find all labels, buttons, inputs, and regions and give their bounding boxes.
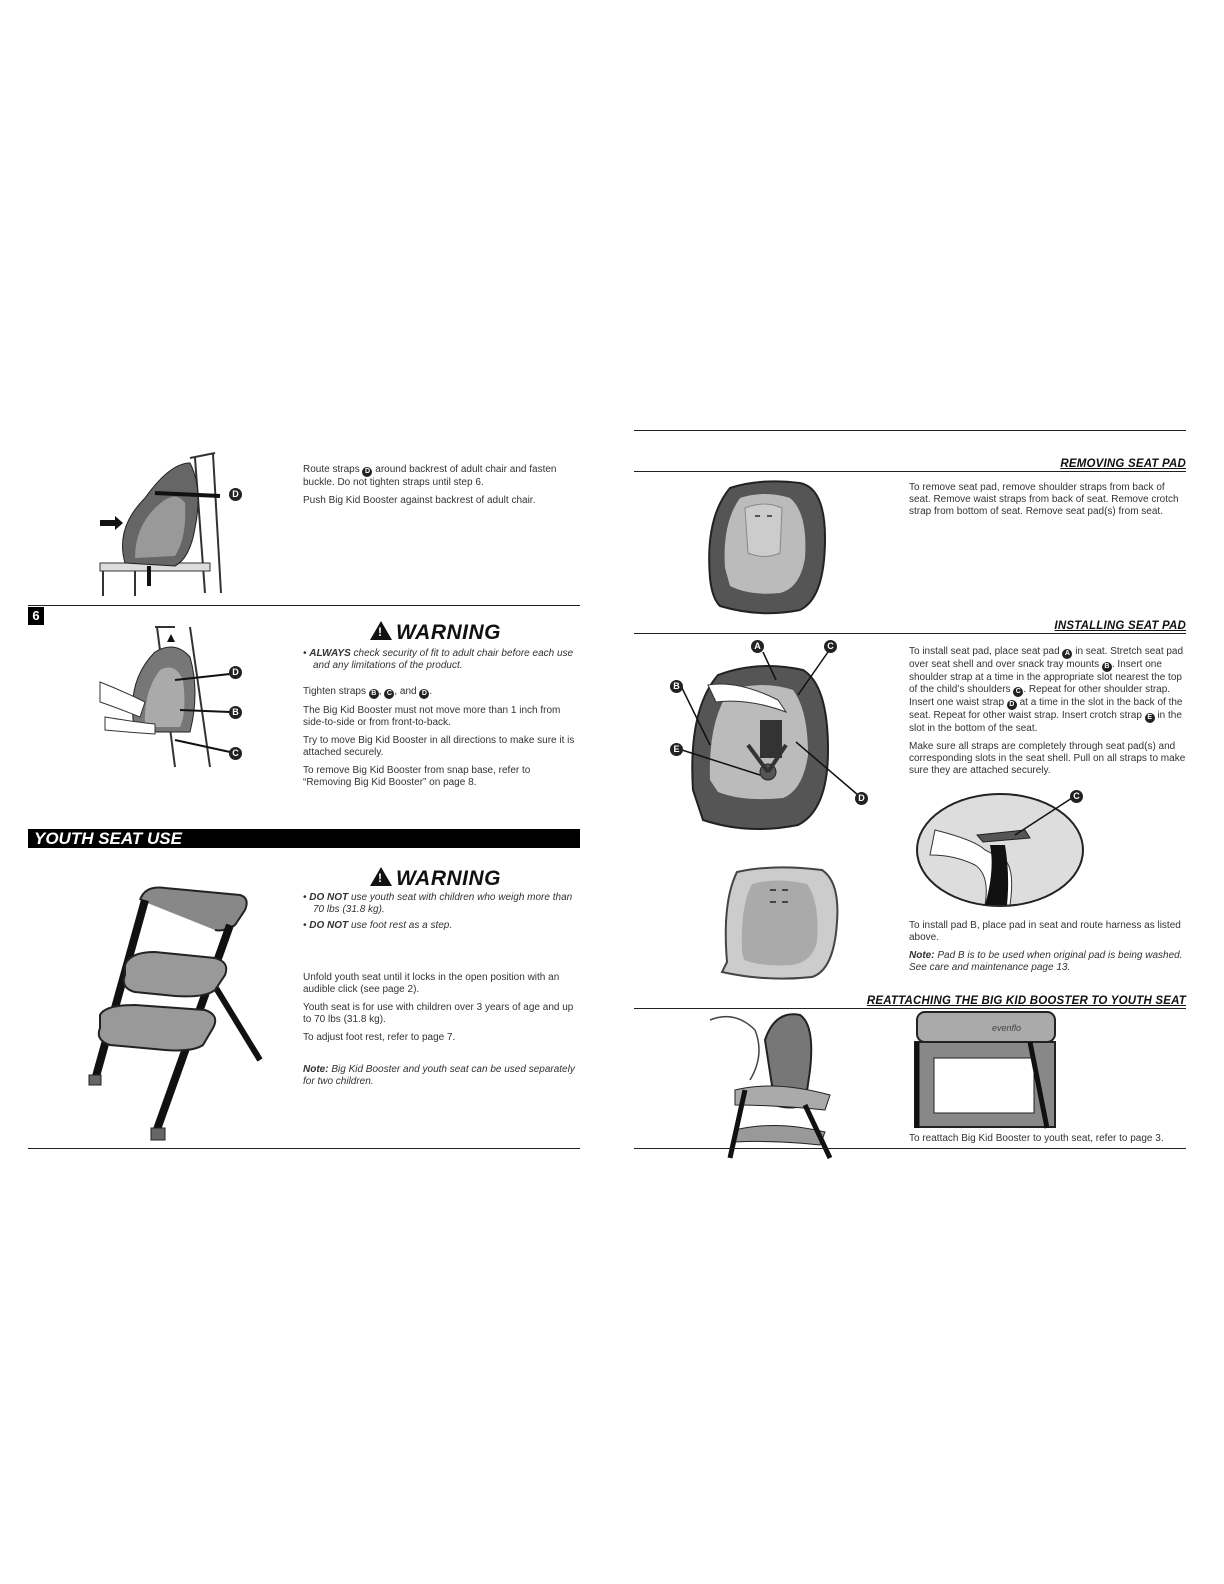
warning-triangle-icon <box>370 621 392 640</box>
callout-c: C <box>1070 790 1083 803</box>
try-text: Try to move Big Kid Booster in all directions to make sure it is attached securely. <box>303 735 575 758</box>
figure-reattach-2 <box>912 1010 1057 1130</box>
section-title-bar: YOUTH SEAT USE <box>28 829 580 848</box>
top-rule-right <box>634 430 1186 431</box>
pad-b-text: To install pad B, place pad in seat and route harness as listed above. Note: Pad B is to be used when original pad is being washed. See care and maintenance page 13. <box>909 920 1187 980</box>
warning-heading-2: !WARNING <box>370 866 501 891</box>
callout-b: B <box>229 706 242 719</box>
callout-d: D <box>229 666 242 679</box>
removing-rule <box>634 471 1186 472</box>
letter-d: D <box>419 689 429 699</box>
callout-c: C <box>824 640 837 653</box>
move-text: The Big Kid Booster must not move more than 1 inch from side-to-side or from front-to-back. <box>303 705 561 728</box>
installing-seat-pad-heading: INSTALLING SEAT PAD <box>1054 620 1186 632</box>
callout-e: E <box>670 743 683 756</box>
letter-c: C <box>1013 687 1023 697</box>
pad-b-note: Note: Pad B is to be used when original pad is being washed. See care and maintenance page 13. <box>909 950 1183 973</box>
letter-b: B <box>1102 662 1112 672</box>
youth-note: Note: Big Kid Booster and youth seat can be used separately for two children. <box>303 1064 575 1087</box>
letter-a: A <box>1062 649 1072 659</box>
pad-b-illustration <box>712 862 842 982</box>
callout-d: D <box>855 792 868 805</box>
reattach-illustration-1 <box>705 1010 840 1160</box>
removing-text: To remove seat pad, remove shoulder straps from back of seat. Remove waist straps from back of seat. Remove crotch strap from bottom of seat. Remove seat pad(s) from seat. <box>909 482 1179 517</box>
youth-seat-instructions <box>303 972 579 1050</box>
callout-a: A <box>751 640 764 653</box>
bottom-rule-left <box>28 1148 580 1149</box>
reattach-illustration-2 <box>912 1010 1057 1130</box>
warning-heading: !WARNING <box>370 620 501 645</box>
figure-reattach-1 <box>705 1010 840 1160</box>
unfold-text: Unfold youth seat until it locks in the open position with an audible click (see page 2). <box>303 972 560 995</box>
warning-triangle-icon <box>370 867 392 886</box>
reattaching-heading: REATTACHING THE BIG KID BOOSTER TO YOUTH SEAT <box>866 995 1186 1007</box>
adjust-text: To adjust foot rest, refer to page 7. <box>303 1032 456 1043</box>
warning-1-text: • ALWAYS check security of fit to adult chair before each use and any limitations of the product. <box>303 648 574 671</box>
tighten-text-block: Tighten straps B , C , and D . The Big Kid Booster must not move more than 1 inch from side-to-side or from front-to-back. Try to move Big Kid Booster in all directions to make sure it is attached securely. To remove Big Kid Booster from snap base, refer to “Removing Big Kid Booster” on page 8. <box>303 686 579 795</box>
push-text: Push Big Kid Booster against backrest of adult chair. <box>303 495 536 506</box>
step-number-badge: 6 <box>28 607 44 625</box>
reattach-text: To reattach Big Kid Booster to youth seat, refer to page 3. <box>909 1133 1164 1144</box>
installing-text: To install seat pad, place seat pad A in seat. Stretch seat pad over seat shell and over snack tray mounts B . Insert one shoulder strap at a time in the appropriate slot nearest the top of the child’s shoulders C . Repeat for other shoulder strap. Insert one waist strap D at a time in the slot in the back of the seat. Repeat for other waist strap. Insert crotch strap E in the slot in the bottom of the seat. Make sure all straps are completely through seat pad(s) and corresponding slots in the seat shell. Pull on all straps to make sure they are attached securely. <box>909 646 1186 776</box>
figure-youth-seat <box>85 880 265 1145</box>
figure-install-pad <box>668 640 878 840</box>
callout-c: C <box>229 747 242 760</box>
letter-d: D <box>1007 700 1017 710</box>
reattaching-rule <box>634 1008 1186 1009</box>
callout-b: B <box>670 680 683 693</box>
letter-b: B <box>369 689 379 699</box>
letter-c: C <box>384 689 394 699</box>
youth-text: Youth seat is for use with children over 3 years of age and up to 70 lbs (31.8 kg). <box>303 1002 574 1025</box>
figure-pad-b <box>712 862 842 982</box>
remove-text: To remove Big Kid Booster from snap base, refer to “Removing Big Kid Booster” on page 8. <box>303 765 531 788</box>
removing-seat-pad-heading: REMOVING SEAT PAD <box>1060 458 1186 470</box>
tighten-straps-illustration <box>95 622 245 772</box>
make-sure-text: Make sure all straps are completely through seat pad(s) and corresponding slots in the seat shell. Pull on all straps to make sure they are attached securely. <box>909 741 1186 776</box>
seat-pad-illustration <box>700 478 835 618</box>
detail-illustration <box>915 790 1090 910</box>
youth-seat-illustration <box>85 880 265 1145</box>
installing-rule <box>634 633 1186 634</box>
step-route-text: Route straps D around backrest of adult chair and fasten buckle. Do not tighten straps until step 6. Push Big Kid Booster against backrest of adult chair. <box>303 464 573 513</box>
letter-e: E <box>1145 713 1155 723</box>
step-divider <box>28 605 580 606</box>
warning-2-text: • DO NOT use youth seat with children who weigh more than 70 lbs (31.8 kg). • DO NOT use foot rest as a step. <box>303 892 573 931</box>
figure-booster-on-chair <box>95 448 245 598</box>
callout-d: D <box>229 488 242 501</box>
bottom-rule-right <box>634 1148 1186 1149</box>
brand-logo: evenflo <box>992 1023 1022 1033</box>
install-pad-illustration <box>668 640 878 840</box>
booster-chair-illustration <box>95 448 245 598</box>
letter-d: D <box>362 467 372 477</box>
figure-tighten-straps <box>95 622 245 772</box>
figure-seat-with-pad <box>700 478 835 618</box>
figure-detail-crotch-slot <box>915 790 1090 910</box>
